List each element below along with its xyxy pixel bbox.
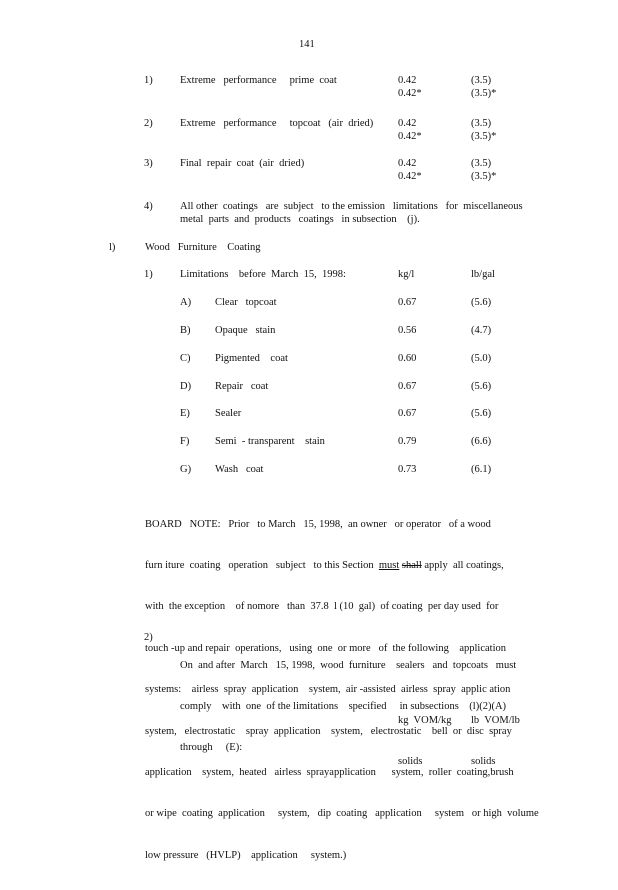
row-lb: (5.6) <box>471 297 492 308</box>
limitations-label: Limitations before March 15, 1998: <box>180 269 346 280</box>
kg-value-star: 0.42* <box>398 131 422 142</box>
unit-lb-gal: lb/gal <box>471 269 495 280</box>
board-note-line-3: with the exception of nomore than 37.8 l (10 gal) of coating per day used for <box>145 601 499 613</box>
board-note-line-1: BOARD NOTE: Prior to March 15, 1998, an owner or operator of a wood <box>145 518 491 530</box>
unit-lb-vom-line-2: solids <box>471 755 496 767</box>
kg-value: 0.42 <box>398 118 417 129</box>
item-number: 3) <box>144 158 153 169</box>
item-label: Extreme performance prime coat <box>180 75 337 86</box>
item-2-line-3: through (E): <box>180 742 243 754</box>
lb-value: (3.5) <box>471 158 492 169</box>
lb-value: (3.5) <box>471 118 492 129</box>
item-label: Extreme performance topcoat (air dried) <box>180 118 374 129</box>
row-name: Pigmented coat <box>215 353 288 364</box>
row-kg: 0.79 <box>398 436 417 447</box>
page-number: 141 <box>299 39 315 50</box>
row-letter: G) <box>180 464 192 475</box>
row-lb: (5.0) <box>471 353 492 364</box>
item-label: Final repair coat (air dried) <box>180 158 305 169</box>
lb-value-star: (3.5)* <box>471 131 497 142</box>
row-lb: (5.6) <box>471 381 492 392</box>
item-number: 2) <box>144 632 153 643</box>
lb-value-star: (3.5)* <box>471 88 497 99</box>
row-kg: 0.67 <box>398 408 417 419</box>
struck-text-shall: shall <box>401 559 422 571</box>
row-name: Semi - transparent stain <box>215 436 325 447</box>
item-2-line-2: comply with one of the limitations specified in subsections (l)(2)(A) <box>180 700 507 712</box>
row-kg: 0.60 <box>398 353 417 364</box>
kg-value-star: 0.42* <box>398 171 422 182</box>
inserted-text-must: must <box>378 559 400 571</box>
unit-kg-vom-line-1: kg VOM/kg <box>398 714 452 726</box>
row-kg: 0.67 <box>398 381 417 392</box>
row-letter: C) <box>180 353 191 364</box>
lb-value-star: (3.5)* <box>471 171 497 182</box>
bottom-unit-lb <box>471 686 520 796</box>
row-kg: 0.56 <box>398 325 417 336</box>
row-letter: E) <box>180 408 190 419</box>
board-note-line-2-text: furn iture coating operation subject to this Section <box>145 559 379 571</box>
row-kg: 0.73 <box>398 464 417 475</box>
row-letter: A) <box>180 297 192 308</box>
row-name: Clear topcoat <box>215 297 277 308</box>
item-text-line-2: metal parts and products coatings in subsection (j). <box>180 214 420 225</box>
board-note-line-2-tail: apply all coatings, <box>421 559 504 571</box>
row-letter: F) <box>180 436 190 447</box>
item-2-text <box>180 631 516 783</box>
board-note-line-9: low pressure (HVLP) application system.) <box>145 849 347 861</box>
item-2-line-1: On and after March 15, 1998, wood furniture sealers and topcoats must <box>180 659 517 671</box>
board-note-line-7: application system, heated airless sprayapplication system, roller coating,brush <box>145 766 514 778</box>
unit-kg-l: kg/l <box>398 269 415 280</box>
row-lb: (4.7) <box>471 325 492 336</box>
item-number: 1) <box>144 75 153 86</box>
row-lb: (6.1) <box>471 464 492 475</box>
row-lb: (6.6) <box>471 436 492 447</box>
board-note-line-5: systems: airless spray application system, air -assisted airless spray applic ation <box>145 684 511 696</box>
row-name: Sealer <box>215 408 242 419</box>
row-lb: (5.6) <box>471 408 492 419</box>
row-name: Wash coat <box>215 464 264 475</box>
item-text-line-1: All other coatings are subject to the emission limitations for miscellaneous <box>180 201 523 212</box>
item-number: 1) <box>144 269 153 280</box>
row-name: Repair coat <box>215 381 269 392</box>
section-number: l) <box>109 242 116 253</box>
row-letter: B) <box>180 325 191 336</box>
kg-value: 0.42 <box>398 158 417 169</box>
row-letter: D) <box>180 381 192 392</box>
kg-value: 0.42 <box>398 75 417 86</box>
board-note-line-6: system, electrostatic spray application system, electrostatic bell or disc spray <box>145 725 512 737</box>
row-name: Opaque stain <box>215 325 276 336</box>
board-note-line-4: touch -up and repair operations, using one or more of the following application <box>145 642 506 654</box>
item-number: 2) <box>144 118 153 129</box>
unit-lb-vom-line-1: lb VOM/lb <box>471 714 520 726</box>
item-number: 4) <box>144 201 153 212</box>
board-note-line-8: or wipe coating application system, dip coating application system or high volume <box>145 808 539 820</box>
row-kg: 0.67 <box>398 297 417 308</box>
bottom-unit-kg <box>398 686 451 796</box>
kg-value-star: 0.42* <box>398 88 422 99</box>
section-title: Wood Furniture Coating <box>145 242 261 253</box>
unit-kg-vom-line-2: solids <box>398 755 423 767</box>
board-note-line-2 <box>145 559 539 573</box>
lb-value: (3.5) <box>471 75 492 86</box>
